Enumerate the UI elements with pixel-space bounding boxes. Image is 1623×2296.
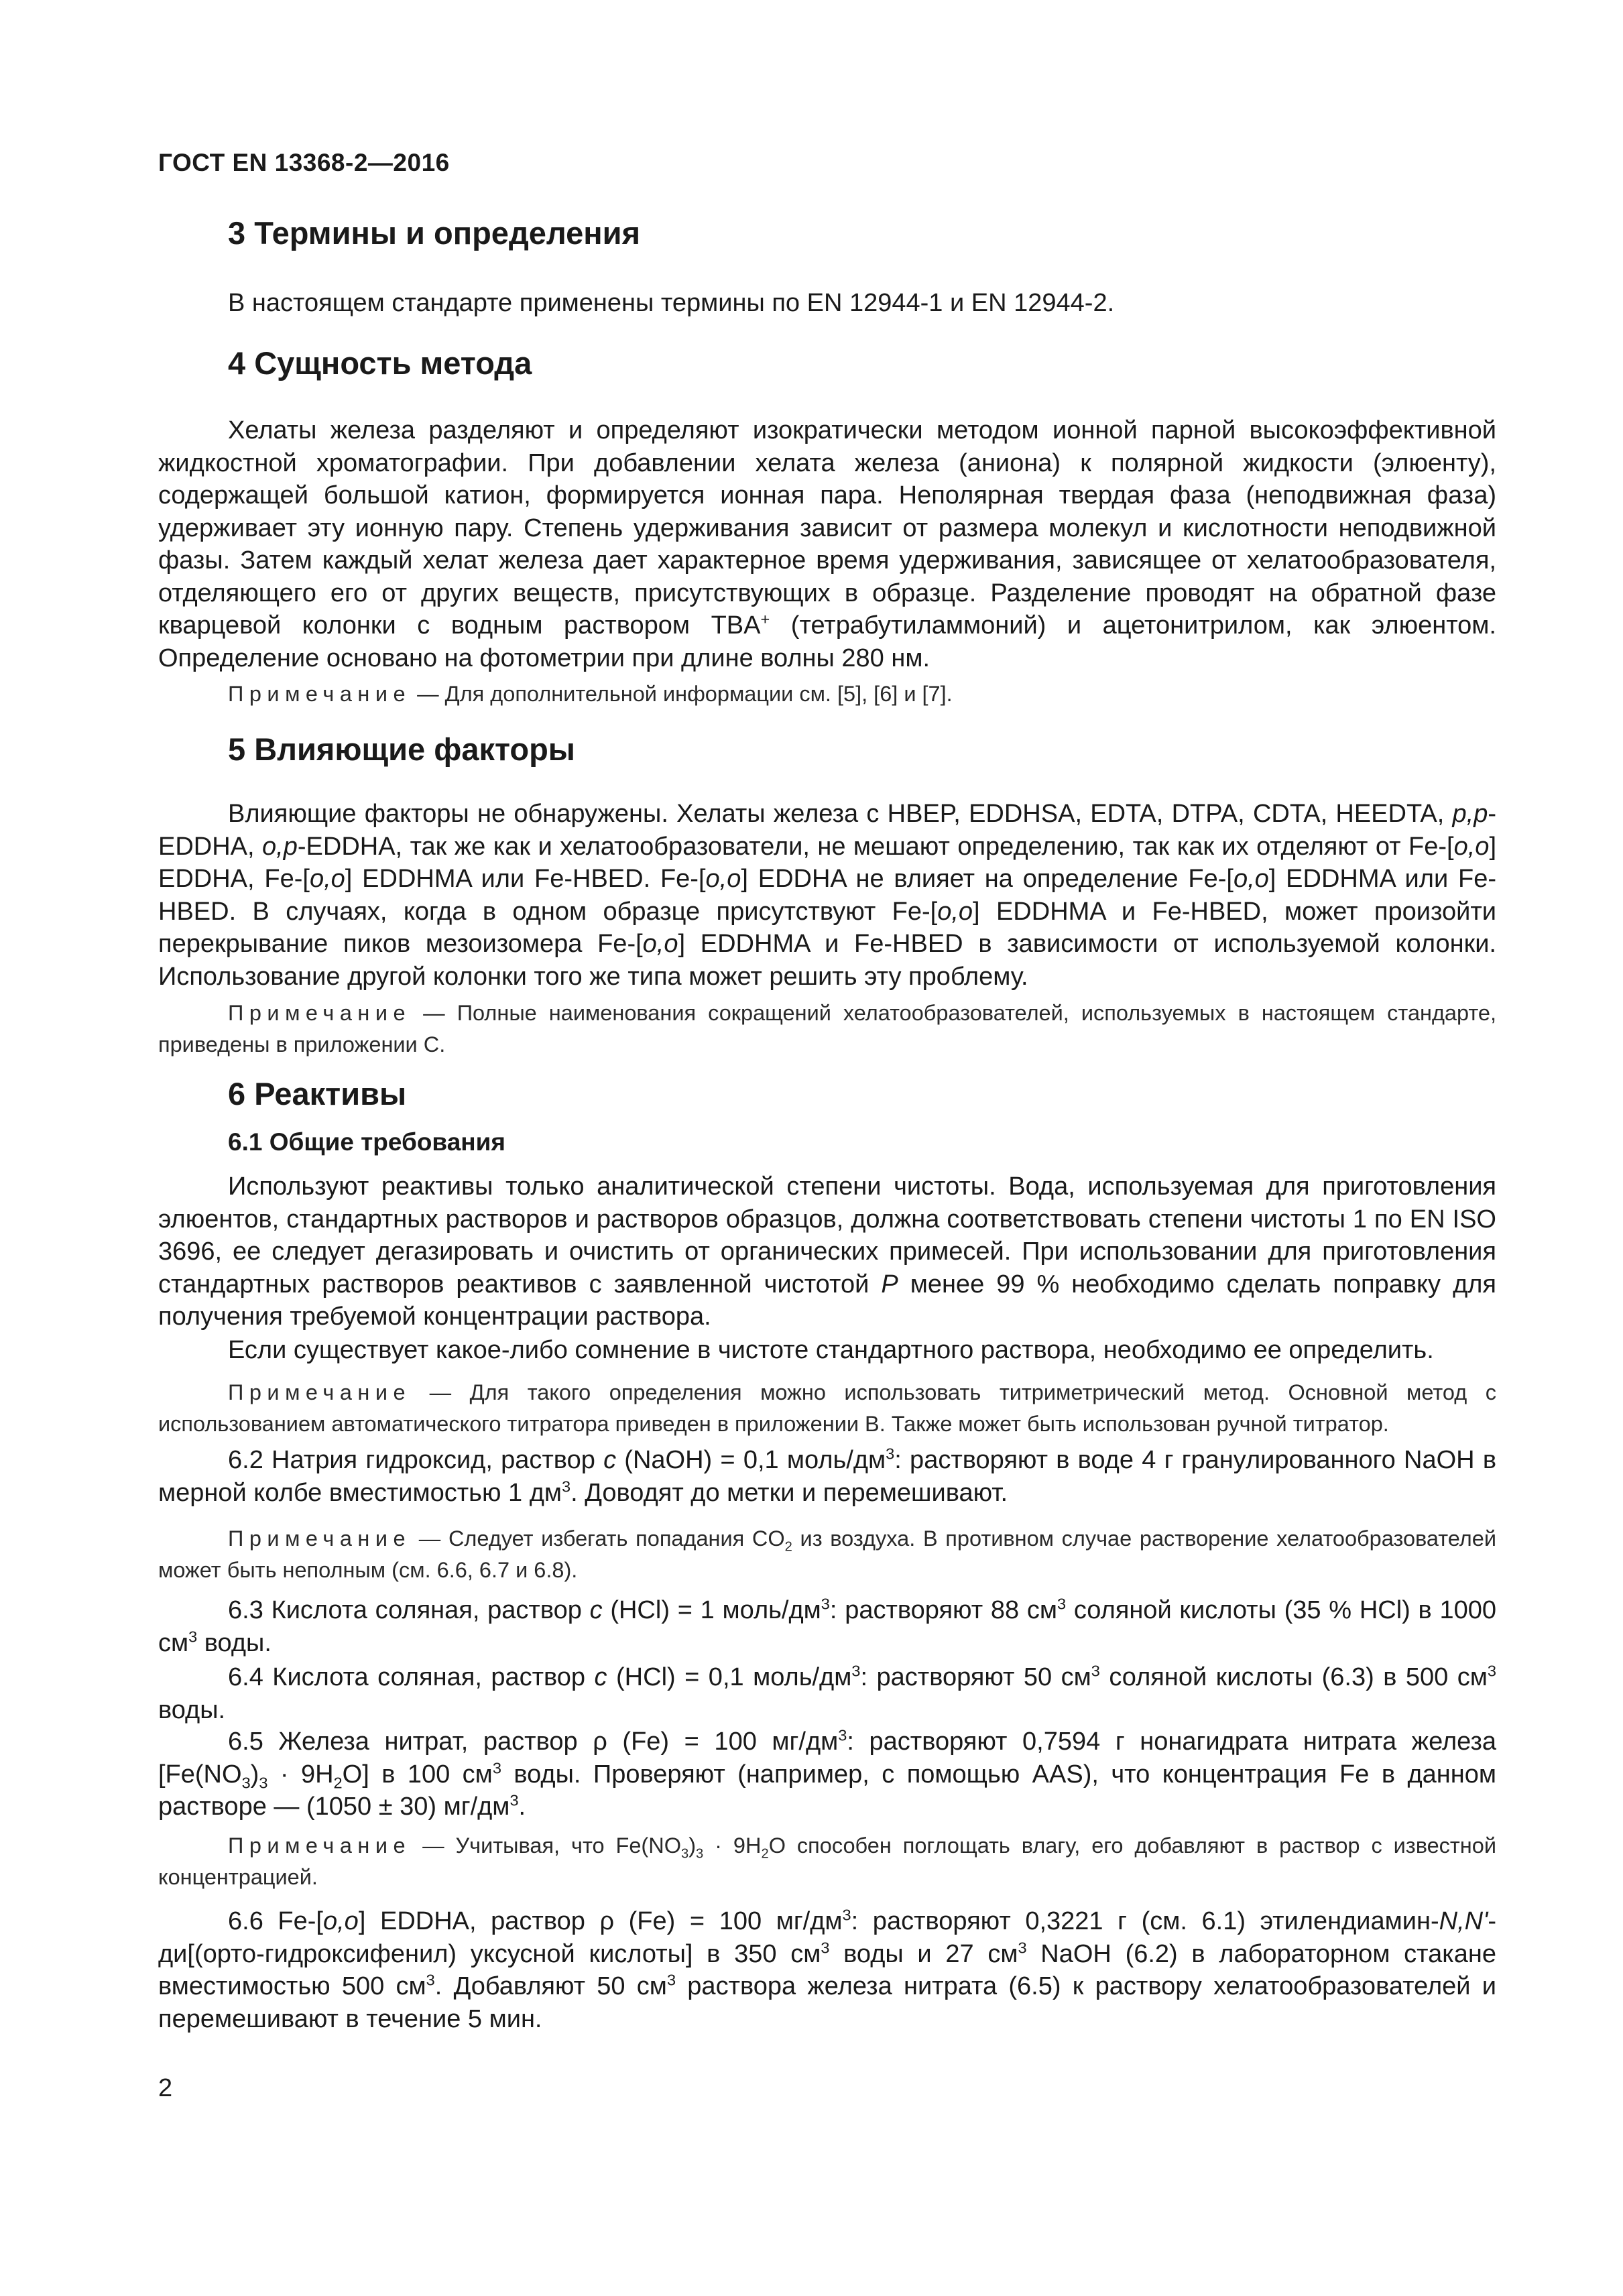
page-number: 2	[158, 2074, 173, 2102]
section-6-5-text: 6.5 Железа нитрат, раствор ρ (Fe) = 100 $мг/дм^3$: растворяют 0,7594 г нонагидрата нитрата железа $[Fe(NO_3)_3 \cdot 9H_2O]$ в 100 $см^3$ воды. Проверяют (например, с помощью AAS), что концентрация Fe в данном растворе — (1050 ± 30) $мг/дм^3$.	[158, 1726, 1496, 1821]
document-code: ГОСТ EN 13368-2—2016	[158, 149, 450, 176]
document-page	[158, 0, 1496, 2296]
section-3-text: В настоящем стандарте применены термины по EN 12944-1 и EN 12944-2.	[228, 289, 1115, 317]
section-6-2-note: Примечание — Следует избегать попадания $CO_2$ из воздуха. В противном случае растворение хелатообразователей может быть неполным (см. 6.6, 6.7 и 6.8).	[158, 1526, 1496, 1582]
section-3-title: 3 Термины и определения	[228, 215, 640, 251]
section-6-1-text: Используют реактивы только аналитической степени чистоты. Вода, используемая для приготовления элюентов, стандартных растворов и растворов образцов, должна соответствовать степени чистоты 1 по EN ISO 3696, ее следует дегазировать и очистить от органических примесей. При использовании для приготовления стандартных растворов реактивов с заявленной чистотой P менее 99 % необходимо сделать поправку для получения требуемой концентрации раствора.	[158, 1172, 1496, 1331]
section-5-text: Влияющие факторы не обнаружены. Хелаты железа с HBEP, EDDHSA, EDTA, DTPA, CDTA, HEEDTA, p,p-EDDHA, o,p-EDDHA, так же как и хелатообразователи, не мешают определению, так как их отделяют от Fe-[o,o] EDDHA, Fe-[o,o] EDDHMA или Fe-HBED. Fe-[o,o] EDDHA не влияет на определение Fe-[o,o] EDDHMA или Fe-HBED. В случаях, когда в одном образце присутствуют Fe-[o,o] EDDHMA и Fe-HBED, может произойти перекрывание пиков мезоизомера Fe-[o,o] EDDHMA и Fe-HBED в зависимости от используемой колонки. Использование другой колонки того же типа может решить эту проблему.	[158, 800, 1496, 991]
section-5-note: Примечание — Полные наименования сокращений хелатообразователей, используемых в настоящем стандарте, приведены в приложении С.	[158, 1001, 1496, 1056]
section-6-2-text: 6.2 Натрия гидроксид, раствор c (NaOH) = 0,1 моль/$дм^3$: растворяют в воде 4 г гранулированного NaOH в мерной колбе вместимостью 1 $дм^3$. Доводят до метки и перемешивают.	[158, 1445, 1497, 1507]
section-4-title: 4 Сущность метода	[228, 345, 532, 381]
section-5-title: 5 Влияющие факторы	[228, 731, 575, 767]
section-4-note: Примечание — Для дополнительной информации см. [5], [6] и [7].	[228, 682, 953, 706]
section-4-text: Хелаты железа разделяют и определяют изократически методом ионной парной высокоэффективной жидкостной хроматографии. При добавлении хелата железа (аниона) к полярной жидкости (элюенту), содержащей большой катион, формируется ионная пара. Неполярная твердая фаза (неподвижная фаза) удерживает эту ионную пару. Степень удерживания зависит от размера молекул и кислотности неподвижной фазы. Затем каждый хелат железа дает характерное время удерживания, зависящее от хелатообразователя, отделяющего его от других веществ, присутствующих в образце. Разделение проводят на обратной фазе кварцевой колонки с водным раствором TBA+ (тетрабутиламмоний) и ацетонитрилом, как элюентом. Определение основано на фотометрии при длине волны 280 нм.	[158, 416, 1496, 672]
section-6-6-text: 6.6 Fe-[o,o] EDDHA, раствор ρ (Fe) = 100 $мг/дм^3$: растворяют 0,3221 г (см. 6.1) этилендиамин-N,N'-ди[(орто-гидроксифенил) уксусной кислоты] в 350 $см^3$ воды и 27 $см^3$ NaOH (6.2) в лабораторном стакане вместимостью 500 $см^3$. Добавляют 50 $см^3$ раствора железа нитрата (6.5) к раствору хелатообразователей и перемешивают в течение 5 мин.	[158, 1906, 1496, 2033]
section-6-3-text: 6.3 Кислота соляная, раствор c (HCl) = 1 моль/$дм^3$: растворяют 88 $см^3$ соляной кислоты (35 % HCl) в 1000 $см^3$ воды.	[158, 1595, 1497, 1657]
section-6-1-text-2: Если существует какое-либо сомнение в чистоте стандартного раствора, необходимо ее определить.	[228, 1336, 1434, 1364]
section-6-1-title: 6.1 Общие требования	[228, 1128, 505, 1156]
section-6-4-text: 6.4 Кислота соляная, раствор c (HCl) = 0,1 моль/$дм^3$: растворяют 50 $см^3$ соляной кислоты (6.3) в 500 $см^3$ воды.	[158, 1662, 1497, 1724]
section-6-1-note: Примечание — Для такого определения можно использовать титриметрический метод. Основной метод с использованием автоматического титратора приведен в приложении В. Также может быть использован ручной титратор.	[158, 1380, 1496, 1436]
section-6-title: 6 Реактивы	[228, 1076, 407, 1111]
section-6-5-note: Примечание — Учитывая, что $Fe(NO_3)_3 \cdot 9H_2O$ способен поглощать влагу, его добавляют в раствор с известной концентрацией.	[158, 1833, 1496, 1889]
